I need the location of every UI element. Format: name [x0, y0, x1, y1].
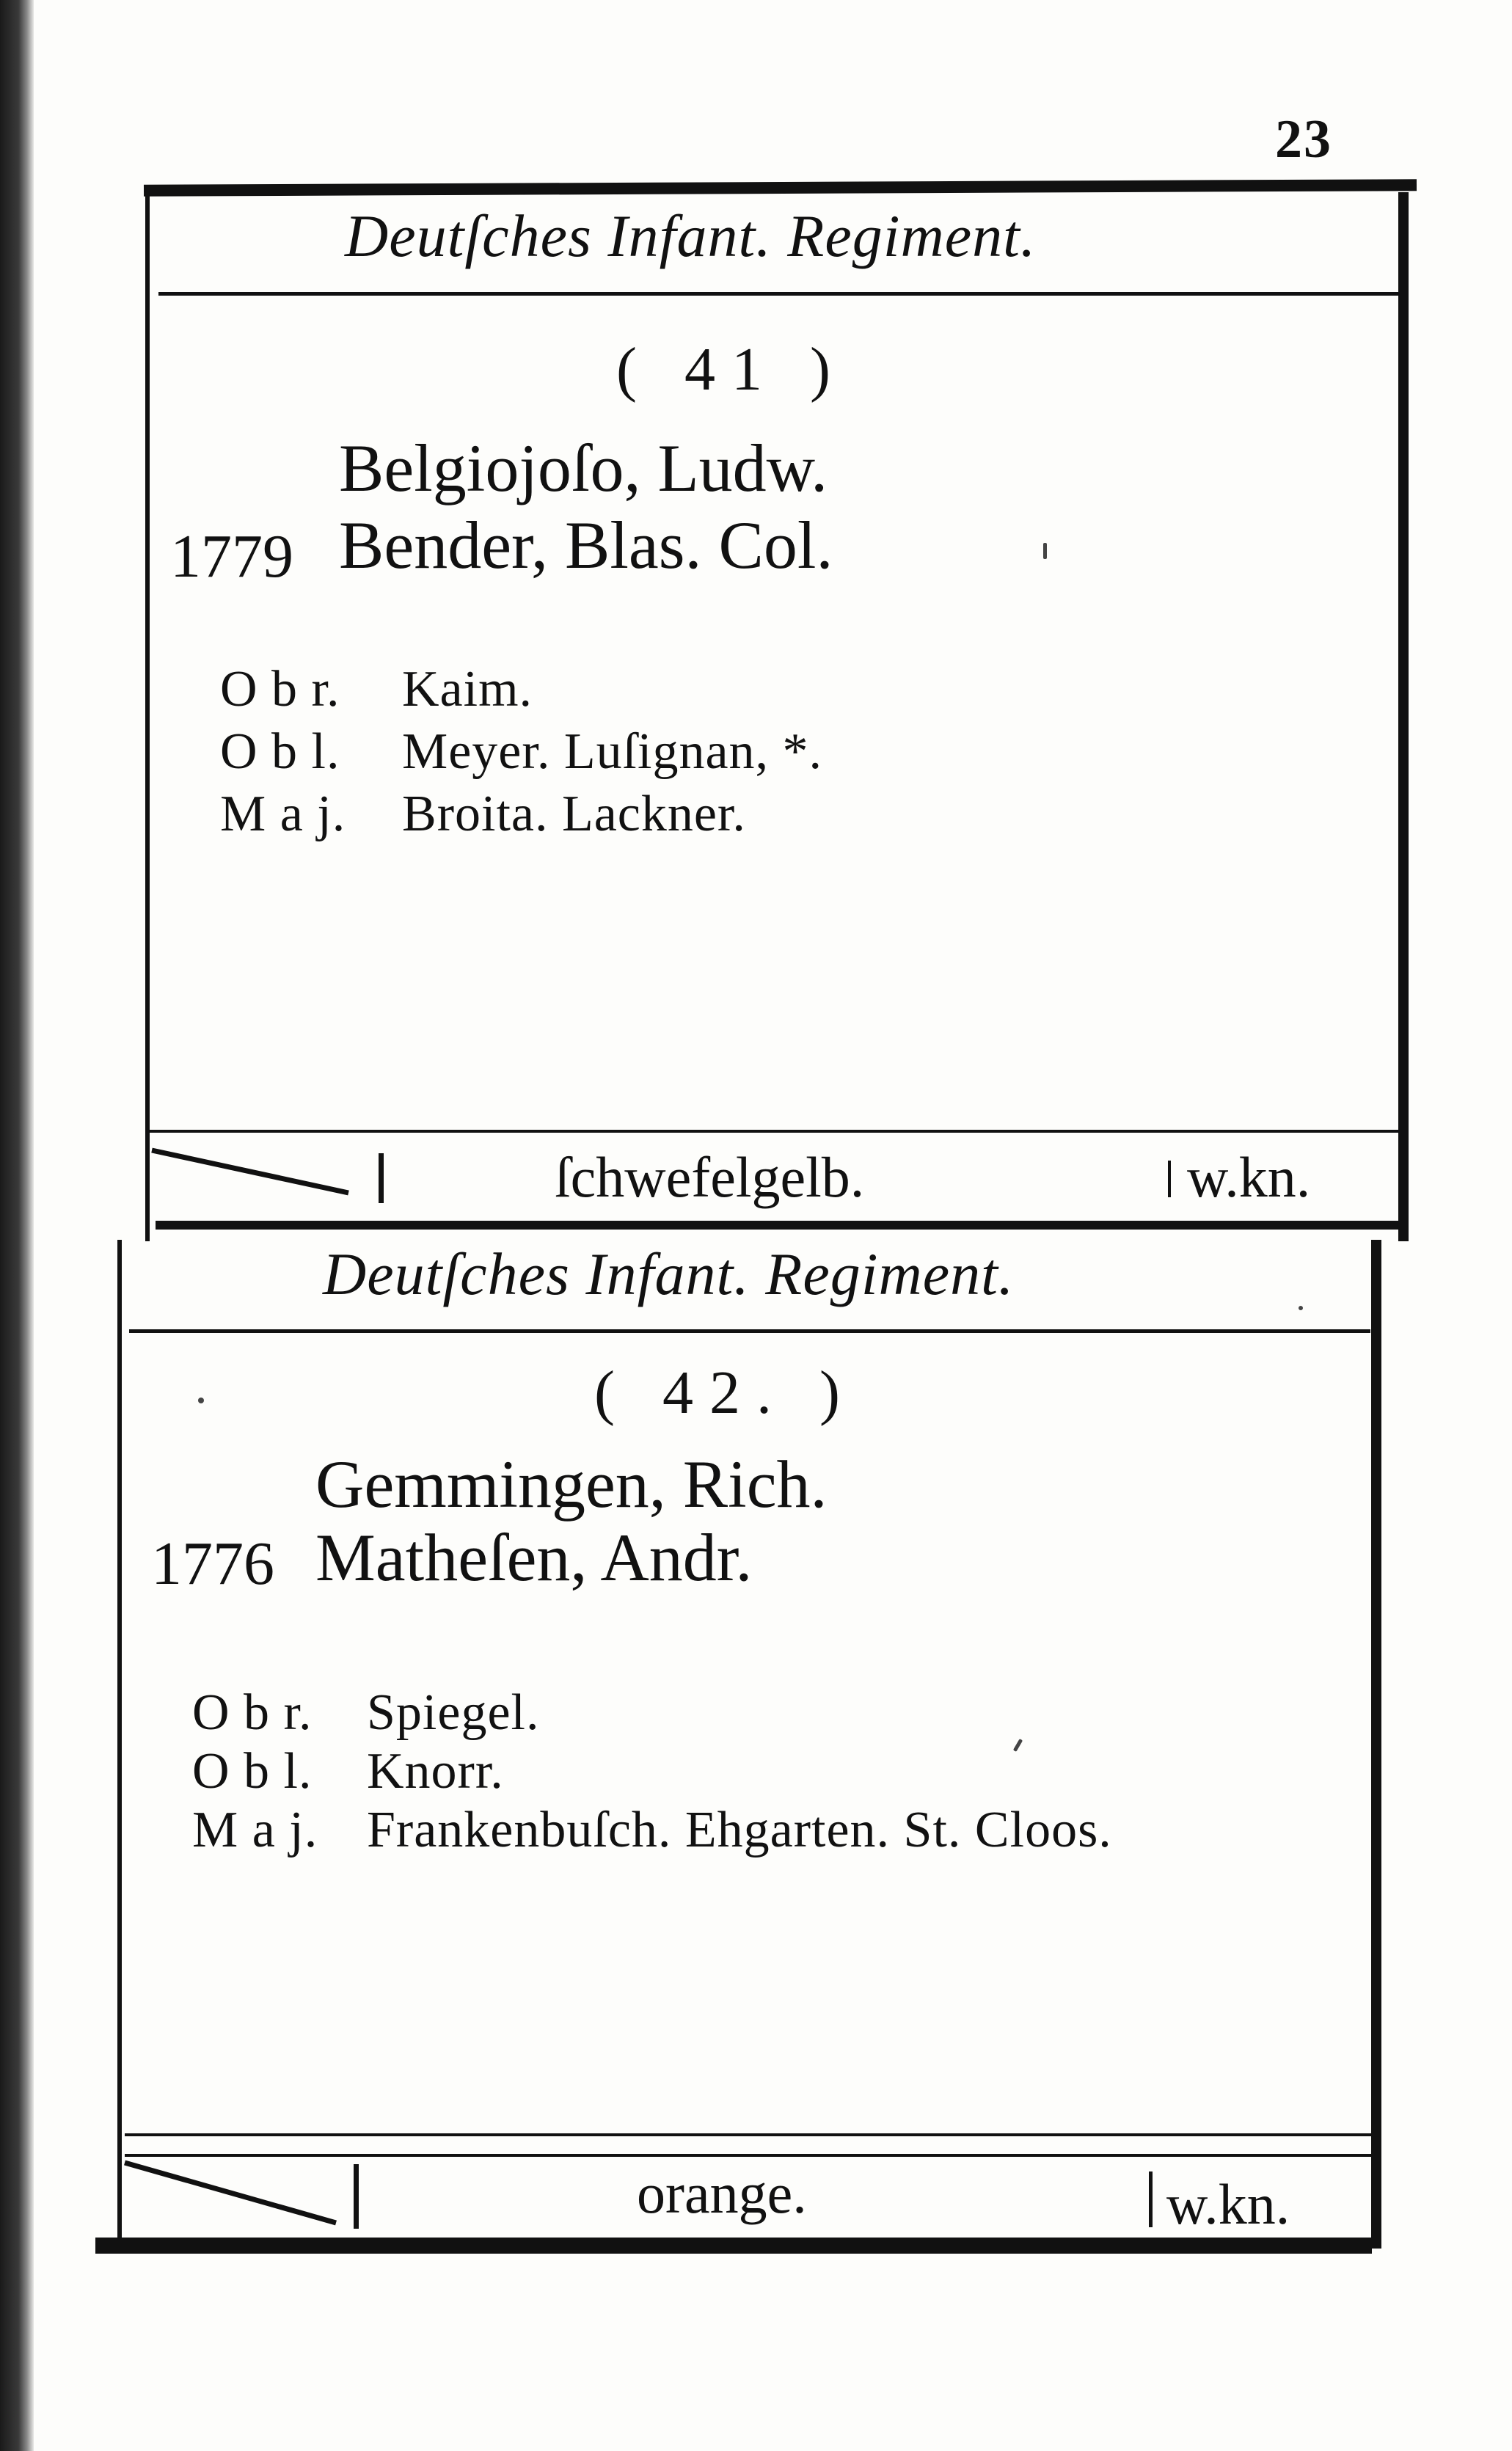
ink-speck [198, 1398, 204, 1403]
title-underline [158, 292, 1398, 296]
ink-speck [1043, 543, 1047, 559]
officer-names: Spiegel. [367, 1684, 540, 1741]
regiment-number: ( 42. ) [594, 1359, 856, 1427]
officer-rank: O b r. [192, 1684, 313, 1741]
ink-speck [1299, 1306, 1303, 1310]
officer-rank: O b l. [192, 1743, 313, 1800]
footer-divider [354, 2164, 359, 2229]
facing-color: ſchwefelgelb. [555, 1145, 865, 1209]
officer-names: Meyer. Luſignan, *. [402, 723, 823, 780]
diagonal-stroke [150, 1136, 356, 1202]
section-divider-rule [156, 1221, 1400, 1230]
footer-divider [1168, 1161, 1171, 1197]
regiment-number: ( 41 ) [616, 335, 847, 403]
footer-top-rule [125, 2133, 1372, 2136]
diagonal-stroke [123, 2149, 343, 2238]
regiment-title: Deutſches Infant. Regiment. [323, 1241, 1015, 1307]
officer-names: Knorr. [367, 1743, 504, 1800]
bottom-border-rule [95, 2238, 1372, 2254]
page-number: 23 [1275, 109, 1332, 169]
book-spine-shadow [0, 0, 34, 2451]
title-underline [129, 1329, 1370, 1333]
colonel-name: Bender, Blas. Col. [339, 508, 833, 582]
regiment-title: Deutſches Infant. Regiment. [345, 202, 1037, 269]
officer-rank: O b r. [220, 661, 340, 717]
colonel-year: 1779 [170, 522, 293, 591]
footer-divider [379, 1153, 384, 1203]
colonel-year: 1776 [151, 1530, 274, 1598]
officer-names: Broita. Lackner. [402, 786, 746, 842]
button-color: w.kn. [1166, 2172, 1290, 2236]
officer-rank: O b l. [220, 723, 340, 780]
facing-color: orange. [637, 2161, 807, 2225]
officer-names: Kaim. [402, 661, 533, 717]
proprietor-name: Gemmingen, Rich. [315, 1447, 828, 1522]
colonel-name: Matheſen, Andr. [315, 1520, 753, 1595]
button-color: w.kn. [1187, 1145, 1311, 1209]
officer-rank: M a j. [192, 1802, 318, 1858]
officer-rank: M a j. [220, 786, 346, 842]
footer-top-rule [150, 1130, 1398, 1133]
officer-names: Frankenbuſch. Ehgarten. St. Cloos. [367, 1802, 1112, 1858]
proprietor-name: Belgiojoſo, Ludw. [339, 431, 828, 505]
footer-divider [1149, 2171, 1153, 2227]
